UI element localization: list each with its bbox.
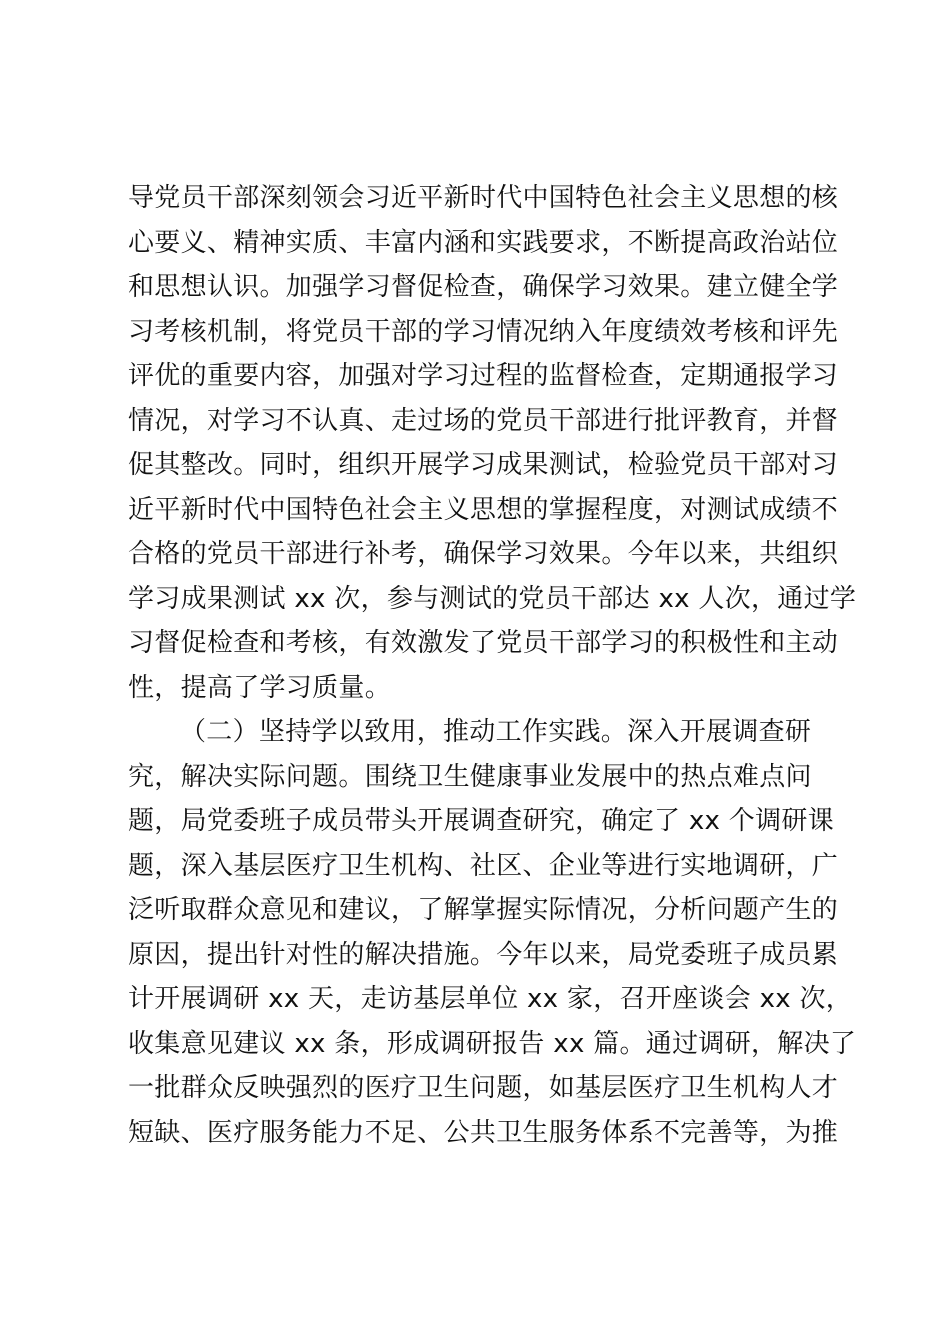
text-line: 题，局党委班子成员带头开展调查研究，确定了 xx 个调研课 bbox=[128, 806, 835, 836]
text-line: 学习成果测试 xx 次，参与测试的党员干部达 xx 人次，通过学 bbox=[128, 584, 857, 614]
text-line: 题，深入基层医疗卫生机构、社区、企业等进行实地调研，广 bbox=[128, 851, 839, 881]
text-line: 促其整改。同时，组织开展学习成果测试，检验党员干部对习 bbox=[128, 450, 839, 480]
text-line: 计开展调研 xx 天，走访基层单位 xx 家，召开座谈会 xx 次， bbox=[128, 984, 853, 1014]
text-line: 习考核机制，将党员干部的学习情况纳入年度绩效考核和评先 bbox=[128, 317, 839, 347]
text-line: 收集意见建议 xx 条，形成调研报告 xx 篇。通过调研，解决了 bbox=[128, 1029, 857, 1059]
text-line: 合格的党员干部进行补考，确保学习效果。今年以来，共组织 bbox=[128, 539, 839, 569]
text-line: 原因，提出针对性的解决措施。今年以来，局党委班子成员累 bbox=[128, 940, 839, 970]
text-line: 究，解决实际问题。围绕卫生健康事业发展中的热点难点问 bbox=[128, 762, 812, 792]
text-line: 习督促检查和考核，有效激发了党员干部学习的积极性和主动 bbox=[128, 628, 839, 658]
text-line: 性，提高了学习质量。 bbox=[128, 673, 392, 703]
text-line: 评优的重要内容，加强对学习过程的监督检查，定期通报学习 bbox=[128, 361, 839, 391]
text-line: 一批群众反映强烈的医疗卫生问题，如基层医疗卫生机构人才 bbox=[128, 1073, 839, 1103]
text-line: 泛听取群众意见和建议，了解掌握实际情况，分析问题产生的 bbox=[128, 895, 839, 925]
text-line: 情况，对学习不认真、走过场的党员干部进行批评教育，并督 bbox=[128, 406, 839, 436]
text-line: 心要义、精神实质、丰富内涵和实践要求，不断提高政治站位 bbox=[128, 228, 839, 258]
text-line: 导党员干部深刻领会习近平新时代中国特色社会主义思想的核 bbox=[128, 183, 839, 213]
section-heading-line: （二）坚持学以致用，推动工作实践。深入开展调查研 bbox=[180, 717, 812, 747]
text-line: 近平新时代中国特色社会主义思想的掌握程度，对测试成绩不 bbox=[128, 495, 839, 525]
text-line: 和思想认识。加强学习督促检查，确保学习效果。建立健全学 bbox=[128, 272, 839, 302]
text-line: 短缺、医疗服务能力不足、公共卫生服务体系不完善等，为推 bbox=[128, 1118, 839, 1148]
